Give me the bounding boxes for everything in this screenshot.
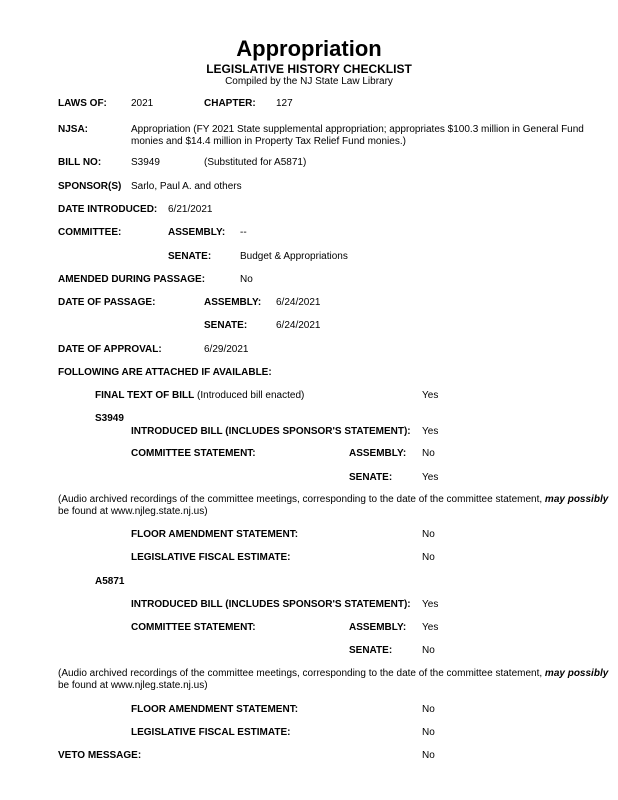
passage-label: DATE OF PASSAGE: (58, 297, 156, 308)
passage-assembly-label: ASSEMBLY: (204, 297, 262, 308)
amended-value: No (240, 274, 253, 285)
bill-no-label: BILL NO: (58, 157, 102, 168)
date-introduced-label: DATE INTRODUCED: (58, 204, 158, 215)
a5871-audio-emphasis: may possibly (544, 668, 609, 679)
committee-assembly-label: ASSEMBLY: (168, 227, 226, 238)
s3949-introduced-label: INTRODUCED BILL (INCLUDES SPONSOR'S STATEMENT): (131, 426, 411, 437)
committee-label: COMMITTEE: (58, 227, 122, 238)
attached-heading: FOLLOWING ARE ATTACHED IF AVAILABLE: (58, 367, 272, 378)
page-title: Appropriation (236, 36, 382, 61)
sponsor-value: Sarlo, Paul A. and others (131, 181, 242, 192)
s3949-committee-label: COMMITTEE STATEMENT: (131, 448, 256, 459)
passage-assembly-value: 6/24/2021 (276, 297, 321, 308)
a5871-introduced-label: INTRODUCED BILL (INCLUDES SPONSOR'S STATEMENT): (131, 599, 411, 610)
a5871-introduced-value: Yes (422, 599, 439, 610)
s3949-audio-emphasis: may possibly (544, 494, 609, 505)
a5871-fiscal-value: No (422, 727, 435, 738)
s3949-audio-text: (Audio archived recordings of the committee meetings, corresponding to the date of the committee statement, (58, 494, 545, 505)
a5871-audio-note-line2: be found at www.njleg.state.nj.us) (58, 680, 208, 691)
veto-label: VETO MESSAGE: (58, 750, 142, 761)
a5871-assembly-value: Yes (422, 622, 439, 633)
s3949-fiscal-label: LEGISLATIVE FISCAL ESTIMATE: (131, 552, 291, 563)
committee-senate-label: SENATE: (168, 251, 212, 262)
s3949-introduced-value: Yes (422, 426, 439, 437)
substituted-for: (Substituted for A5871) (204, 157, 307, 168)
njsa-label: NJSA: (58, 124, 89, 135)
passage-senate-label: SENATE: (204, 320, 248, 331)
s3949-audio-note-line2: be found at www.njleg.state.nj.us) (58, 506, 208, 517)
s3949-senate-label: SENATE: (349, 472, 393, 483)
laws-of-label: LAWS OF: (58, 98, 107, 109)
final-text-value: Yes (422, 390, 439, 401)
committee-senate-value: Budget & Appropriations (240, 251, 348, 262)
final-text-label: FINAL TEXT OF BILL (95, 390, 195, 401)
s3949-floor-value: No (422, 529, 435, 540)
final-text-row (95, 390, 304, 402)
a5871-label: A5871 (95, 576, 125, 587)
chapter-value: 127 (276, 98, 293, 109)
a5871-assembly-label: ASSEMBLY: (349, 622, 407, 633)
passage-senate-value: 6/24/2021 (276, 320, 321, 331)
s3949-assembly-label: ASSEMBLY: (349, 448, 407, 459)
a5871-floor-value: No (422, 704, 435, 715)
veto-value: No (422, 750, 435, 761)
s3949-assembly-value: No (422, 448, 435, 459)
a5871-committee-label: COMMITTEE STATEMENT: (131, 622, 256, 633)
a5871-audio-note-line1 (58, 668, 608, 680)
s3949-senate-value: Yes (422, 472, 439, 483)
approval-label: DATE OF APPROVAL: (58, 344, 162, 355)
chapter-label: CHAPTER: (204, 98, 256, 109)
s3949-fiscal-value: No (422, 552, 435, 563)
a5871-senate-value: No (422, 645, 435, 656)
page-subtitle: LEGISLATIVE HISTORY CHECKLIST (206, 62, 412, 76)
date-introduced-value: 6/21/2021 (168, 204, 213, 215)
a5871-floor-label: FLOOR AMENDMENT STATEMENT: (131, 704, 299, 715)
final-text-note: (Introduced bill enacted) (197, 390, 305, 401)
a5871-fiscal-label: LEGISLATIVE FISCAL ESTIMATE: (131, 727, 291, 738)
bill-no-value: S3949 (131, 157, 160, 168)
a5871-audio-text: (Audio archived recordings of the committee meetings, corresponding to the date of the committee statement, (58, 668, 545, 679)
laws-of-value: 2021 (131, 98, 154, 109)
a5871-senate-label: SENATE: (349, 645, 393, 656)
compiled-by-note: Compiled by the NJ State Law Library (225, 76, 393, 87)
approval-value: 6/29/2021 (204, 344, 249, 355)
njsa-line2: monies and $14.4 million in Property Tax Relief Fund monies.) (131, 136, 406, 147)
committee-assembly-value: -- (240, 227, 247, 238)
s3949-floor-label: FLOOR AMENDMENT STATEMENT: (131, 529, 299, 540)
s3949-audio-note-line1 (58, 494, 608, 506)
njsa-line1: Appropriation (FY 2021 State supplemental appropriation; appropriates $100.3 million in General Fund (131, 124, 584, 135)
s3949-label: S3949 (95, 413, 124, 424)
amended-label: AMENDED DURING PASSAGE: (58, 274, 206, 285)
sponsor-label: SPONSOR(S) (58, 181, 122, 192)
